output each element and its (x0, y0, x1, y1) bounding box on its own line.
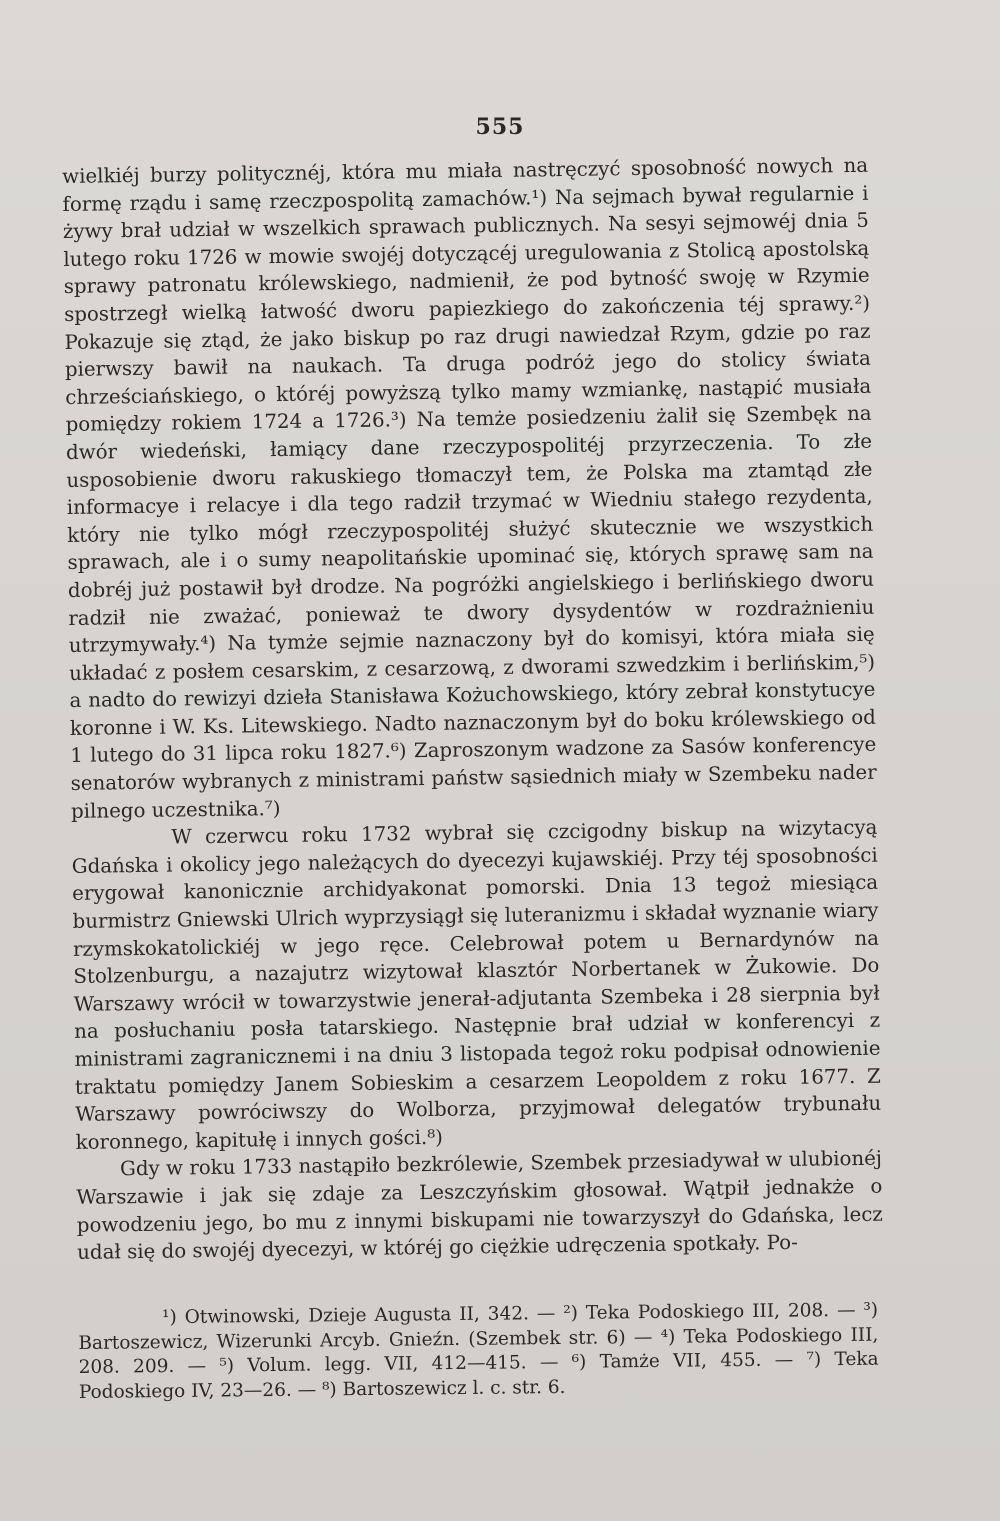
paragraph-2: W czerwcu roku 1732 wybrał się czcigodny biskup na wizytacyą Gdańska i okolicy jego należących do dyecezyi kujawskiéj. Przy téj sposobności erygował kanonicznie archidyakonat pomorski. Dnia 13 tegoż miesiąca burmistrz Gniewski Ulrich wyprzysiągł się luteranizmu i składał wyznanie wiary rzymskokatolickiéj w jego ręce. Celebrował potem u Bernardynów na Stolzenburgu, a nazajutrz wizytował klasztór Norbertanek w Żukowie. Do Warszawy wrócił w towarzystwie jenerał-adjutanta Szembeka i 28 sierpnia był na posłuchaniu posła tatarskiego. Następnie brał udział w konferencyi z ministrami zagranicznemi i na dniu 3 listopada tegoż roku podpisał odnowienie traktatu pomiędzy Janem Sobieskim a cesarzem Leopoldem z roku 1677. Z Warszawy powróciwszy do Wolborza, przyjmował delegatów trybunału koronnego, kapitułę i innych gości.⁸) (71, 815, 882, 1154)
page-number: 555 (475, 114, 525, 140)
footnotes-text: ¹) Otwinowski, Dzieje Augusta II, 342. — ²) Teka Podoskiego III, 208. — ³) Bartoszewicz, Wizerunki Arcyb. Gnieźn. (Szembek str. 6) — ⁴) Teka Podoskiego III, 208. 209. — ⁵) Volum. legg. VII, 412—415. — ⁶) Tamże VII, 455. — ⁷) Teka Podoskiego IV, 23—26. — ⁸) Bartoszewicz l. c. str. 6. (78, 1299, 879, 1403)
footnotes (78, 1299, 879, 1405)
body-text (62, 152, 883, 1267)
paragraph-3: Gdy w roku 1733 nastąpiło bezkrólewie, Szembek przesiadywał w ulubionéj Warszawie i jak się zdaje za Leszczyńskim głosował. Wątpił jednakże o powodzeniu jego, bo mu z innymi biskupami nie towarzyszył do Gdańska, lecz udał się do swojéj dyecezyi, w któréj go ciężkie udręczenia spotkały. Po- (76, 1147, 883, 1265)
paragraph-1: wielkiéj burzy politycznéj, która mu miała nastręczyć sposobność nowych na formę rządu i samę rzeczpospolitą zamachów.¹) Na sejmach bywał regularnie i żywy brał udział w wszelkich sprawach publicznych. Na sesyi sejmowéj dnia 5 lutego roku 1726 w mowie swojéj dotyczącéj uregulowania z Stolicą apostolską sprawy patronatu królewskiego, nadmienił, że pod bytność swoję w Rzymie spostrzegł wielką łatwość dworu papiezkiego do zakończenia téj sprawy.²) Pokazuje się ztąd, że jako biskup po raz drugi nawiedzał Rzym, gdzie po raz pierwszy bawił na naukach. Ta druga podróż jego do stolicy świata chrześciańskiego, o któréj powyższą tylko mamy wzmiankę, nastąpić musiała pomiędzy rokiem 1724 a 1726.³) Na temże posiedzeniu żalił się Szembęk na dwór wiedeński, łamiący dane rzeczypospolitéj przyrzeczenia. To złe usposobienie dworu rakuskiego tłomaczył tem, że Polska ma ztamtąd złe informacye i relacye i dla tego radził trzymać w Wiedniu stałego rezydenta, który nie tylko mógł rzeczypospolitéj służyć skutecznie we wszystkich sprawach, ale i o sumy neapolitańskie upominać się, których sprawę sam na dobréj już postawił był drodze. Na pogróżki angielskiego i berlińskiego dworu radził nie zważać, ponieważ te dwory dysydentów w rozdrażnieniu utrzymywały.⁴) Na tymże sejmie naznaczony był do komisyi, która miała się układać z posłem cesarskim, z cesarzową, z dworami szwedzkim i berlińskim,⁵) a nadto do rewizyi dzieła Stanisława Kożuchowskiego, który zebrał konstytucye koronne i W. Ks. Litewskiego. Nadto naznaczonym był do boku królewskiego od 1 lutego do 31 lipca roku 1827.⁶) Zaproszonym wadzone za Sasów konferencye senatorów wybranych z ministrami państw sąsiednich miały w Szembeku nader pilnego uczestnika.⁷) (62, 153, 877, 823)
